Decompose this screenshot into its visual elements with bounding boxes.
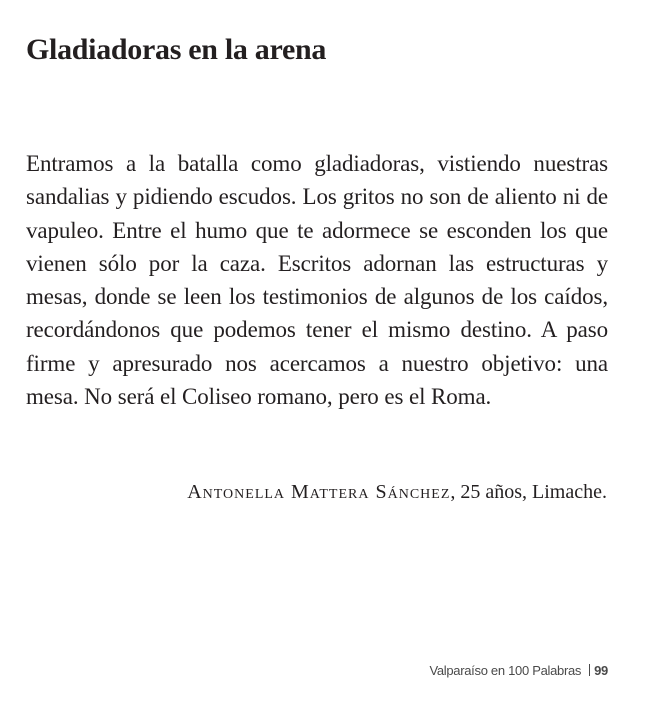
page-footer (429, 662, 608, 680)
author-details: , 25 años, Limache. (450, 481, 607, 503)
author-name: Antonella Mattera Sánchez (187, 481, 451, 503)
page-number: 99 (594, 663, 608, 678)
book-title: Valparaíso en 100 Palabras (429, 663, 582, 678)
author-signature (187, 478, 607, 506)
story-body: Entramos a la batalla como gladiadoras, vistiendo nuestras sandalias y pidiendo escudos. Los gritos no son de aliento ni de vapuleo. Entre el humo que te adormece se esconden los que vienen sólo por la caza. Escritos adornan las estructuras y mesas, donde se leen los testimonios de algunos de los caídos, recordándonos que podemos tener el mismo destino. A paso firme y apresurado nos acercamos a nuestro objetivo: una mesa. No será el Coliseo romano, pero es el Roma. (26, 151, 608, 410)
story-title: Gladiadoras en la arena (26, 33, 327, 66)
footer-divider (589, 664, 590, 676)
